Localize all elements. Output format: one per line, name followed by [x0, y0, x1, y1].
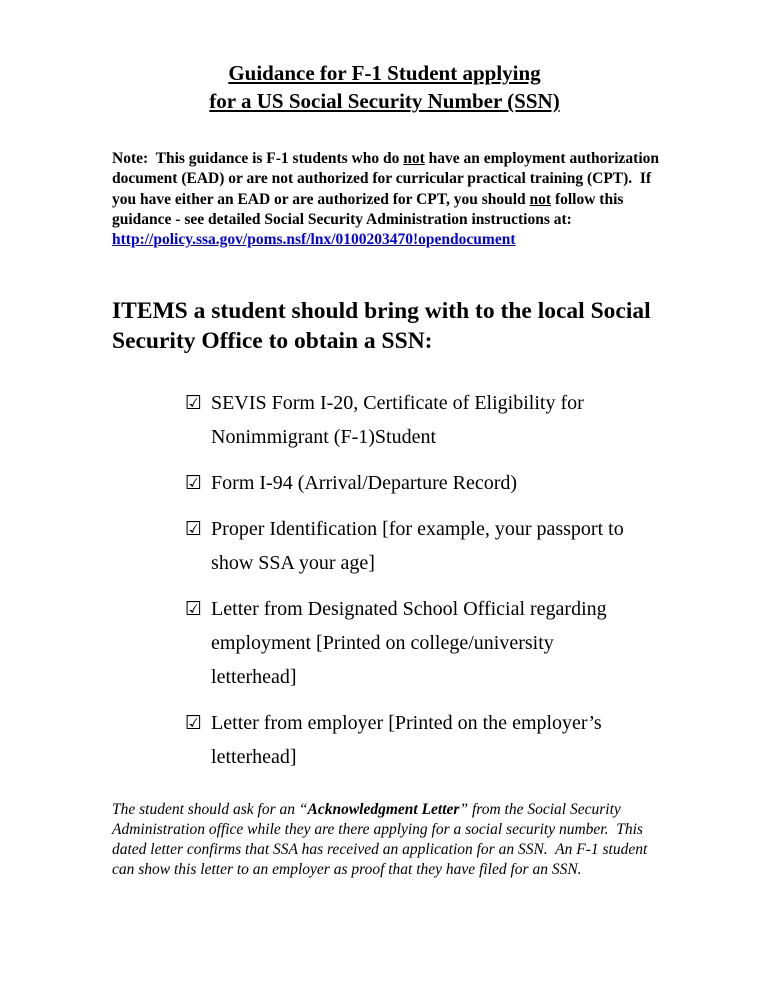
checked-checkbox-icon: ☑ [185, 391, 203, 414]
note-underlined-not-1: not [403, 149, 425, 167]
checklist-item-text: SEVIS Form I-20, Certificate of Eligibility for Nonimmigrant (F-1)Student [211, 391, 584, 448]
checked-checkbox-icon: ☑ [185, 711, 203, 734]
note-underlined-not-2: not [529, 190, 552, 208]
checked-checkbox-icon: ☑ [185, 597, 203, 620]
checklist-item [185, 386, 645, 454]
note-text-3: follow this guidance - see detailed Social Security Administration instructions at: [112, 190, 628, 229]
checklist-item [185, 512, 645, 580]
document-title [112, 60, 657, 116]
note-text-1: Note: This guidance is F-1 students who do [112, 149, 404, 167]
checklist-item [185, 466, 645, 500]
checklist-item-text: Letter from employer [Printed on the employer’s letterhead] [211, 711, 602, 768]
title-line-1: Guidance for F-1 Student applying [228, 61, 541, 85]
items-heading: ITEMS a student should bring with to the local Social Security Office to obtain a SSN: [112, 297, 651, 354]
footer-text-2: ” from the Social Security Administration office while they are there applying for a social security number. This dated letter confirms that SSA has received an application for an SSN. An F-1 student can show this letter to an employer as proof that they have filed for an SSN. [112, 800, 652, 879]
link-line [112, 231, 768, 249]
checklist-item [185, 592, 645, 694]
checked-checkbox-icon: ☑ [185, 471, 203, 494]
checklist-item-text: Form I-94 (Arrival/Departure Record) [211, 471, 518, 494]
footer-bold-phrase: Acknowledgment Letter [307, 800, 460, 818]
footer-text-1: The student should ask for an “ [112, 800, 308, 818]
checklist [185, 386, 645, 774]
title-line-2: for a US Social Security Number (SSN) [209, 88, 560, 113]
checklist-item-text: Letter from Designated School Official regarding employment [Printed on college/university letterhead] [211, 597, 607, 688]
checked-checkbox-icon: ☑ [185, 517, 203, 540]
note-text-2: have an employment authorization document (EAD) or are not authorized for curricular practical training (CPT). If you have either an EAD or are authorized for CPT, you should [112, 149, 663, 208]
checklist-item-text: Proper Identification [for example, your passport to show SSA your age] [211, 517, 624, 574]
ssa-policy-link[interactable]: http://policy.ssa.gov/poms.nsf/lnx/0100203470!opendocument [112, 230, 516, 248]
checklist-item [185, 706, 645, 774]
note-paragraph [112, 149, 664, 231]
acknowledgment-note [112, 800, 664, 881]
